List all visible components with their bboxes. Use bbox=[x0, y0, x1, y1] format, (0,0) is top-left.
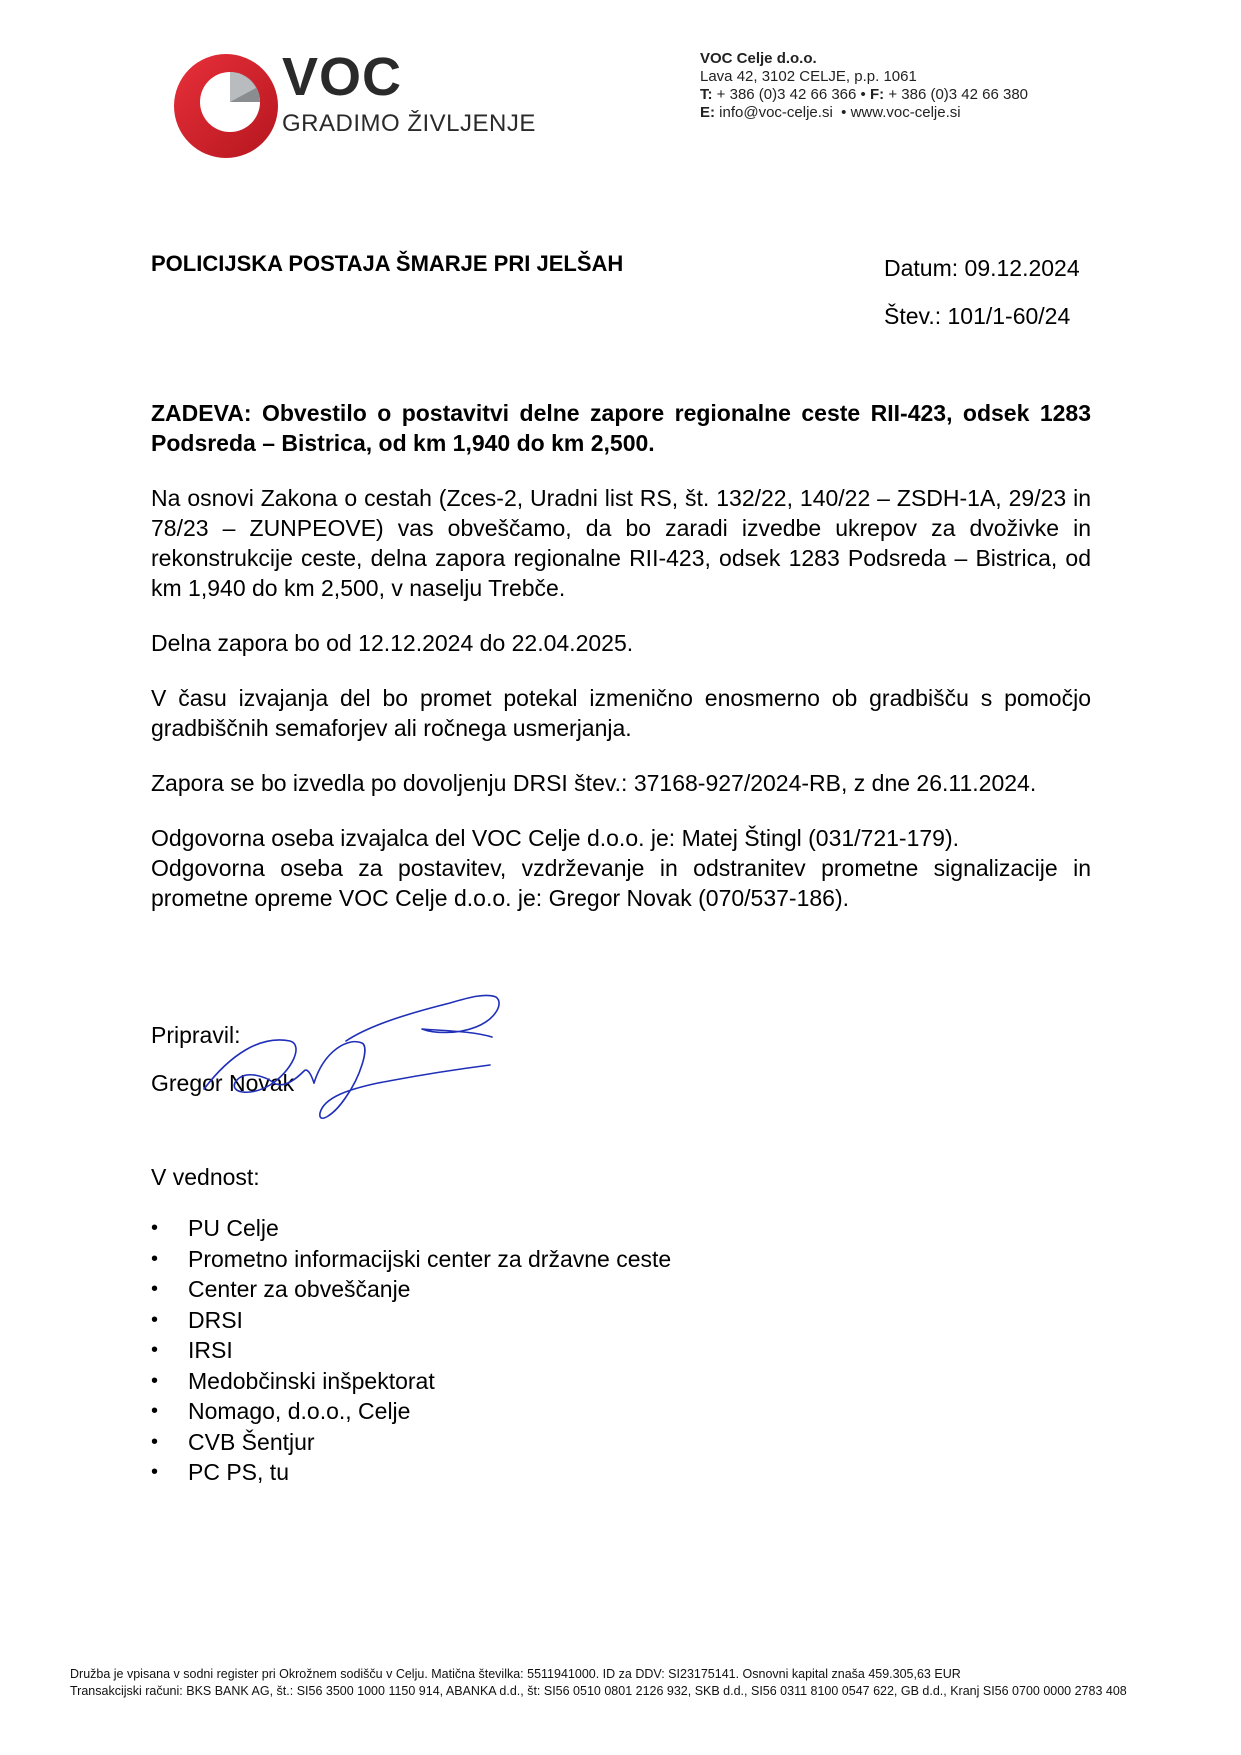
paragraph-legal-basis: Na osnovi Zakona o cestah (Zces-2, Uradni list RS, št. 132/22, 140/22 – ZSDH-1A, 29/23 in 78/23 – ZUNPEOVE) vas obveščamo, da bo zaradi izvedbe ukrepov za dvoživke in rekonstrukcije ceste, delna zapora regionalne RII-423, odsek 1283 Podsreda – Bistrica, od km 1,940 do km 2,500, v naselju Trebče. bbox=[151, 485, 1091, 601]
voc-logo bbox=[170, 50, 282, 162]
subject-line: ZADEVA: Obvestilo o postavitvi delne zapore regionalne ceste RII-423, odsek 1283 Podsreda – Bistrica, od km 1,940 do km 2,500. bbox=[151, 400, 1091, 456]
recipient: POLICIJSKA POSTAJA ŠMARJE PRI JELŠAH bbox=[151, 251, 624, 276]
document-number: Štev.: 101/1-60/24 bbox=[884, 303, 1071, 329]
cc-list bbox=[151, 1213, 671, 1488]
paragraph-closure-period: Delna zapora bo od 12.12.2024 do 22.04.2025. bbox=[151, 630, 634, 656]
brand-name: VOC bbox=[282, 47, 403, 107]
fax-number: + 386 (0)3 42 66 380 bbox=[888, 86, 1029, 103]
email-link[interactable]: info@voc-celje.si bbox=[719, 104, 833, 121]
cc-item: • Medobčinski inšpektorat bbox=[151, 1366, 671, 1397]
paragraph-responsible-signalization: Odgovorna oseba za postavitev, vzdrževanje in odstranitev prometne signalizacije in prometne opreme VOC Celje d.o.o. je: Gregor Novak (070/537-186). bbox=[151, 855, 1091, 911]
handwritten-signature bbox=[200, 985, 510, 1135]
legal-footer bbox=[70, 1666, 1127, 1700]
website-link[interactable]: www.voc-celje.si bbox=[850, 104, 961, 121]
company-web bbox=[700, 104, 1028, 122]
paragraph-permit: Zapora se bo izvedla po dovoljenju DRSI štev.: 37168-927/2024-RB, z dne 26.11.2024. bbox=[151, 770, 1037, 796]
footer-registration: Družba je vpisana v sodni register pri Okrožnem sodišču v Celju. Matična številka: 5511941000. ID za DDV: SI23175141. Osnovni kapital znaša 459.305,63 EUR bbox=[70, 1667, 961, 1681]
cc-item: • IRSI bbox=[151, 1335, 671, 1366]
cc-item: • DRSI bbox=[151, 1305, 671, 1336]
company-contact bbox=[700, 50, 1028, 122]
letter-body bbox=[151, 398, 1091, 913]
cc-item: • Prometno informacijski center za državne ceste bbox=[151, 1244, 671, 1275]
company-name: VOC Celje d.o.o. bbox=[700, 50, 817, 67]
cc-label: V vednost: bbox=[151, 1164, 260, 1190]
cc-item: • CVB Šentjur bbox=[151, 1427, 671, 1458]
document-date: Datum: 09.12.2024 bbox=[884, 255, 1080, 281]
company-phones bbox=[700, 86, 1028, 104]
company-address: Lava 42, 3102 CELJE, p.p. 1061 bbox=[700, 68, 917, 85]
paragraph-responsible-contractor: Odgovorna oseba izvajalca del VOC Celje d.o.o. je: Matej Štingl (031/721-179). bbox=[151, 825, 960, 851]
phone-number: + 386 (0)3 42 66 366 bbox=[716, 86, 857, 103]
paragraph-traffic-regime: V času izvajanja del bo promet potekal izmenično enosmerno ob gradbišču s pomočjo gradbiščnih semaforjev ali ročnega usmerjanja. bbox=[151, 685, 1091, 741]
phone-label: T: bbox=[700, 86, 713, 103]
email-label: E: bbox=[700, 104, 715, 121]
footer-bank-accounts: Transakcijski računi: BKS BANK AG, št.: SI56 3500 1000 1150 914, ABANKA d.d., št: SI56 0510 0801 2126 932, SKB d.d., SI56 0311 8100 0547 622, GB d.d., Kranj SI56 0700 0000 2783 408 bbox=[70, 1684, 1127, 1698]
cc-item: • PC PS, tu bbox=[151, 1457, 671, 1488]
fax-label: F: bbox=[869, 86, 885, 103]
separator-dot: • bbox=[841, 104, 847, 121]
cc-item: • Center za obveščanje bbox=[151, 1274, 671, 1305]
separator-dot: • bbox=[860, 86, 866, 103]
preparer-name: Gregor Novak bbox=[151, 1070, 295, 1096]
cc-item: • PU Celje bbox=[151, 1213, 671, 1244]
cc-item: • Nomago, d.o.o., Celje bbox=[151, 1396, 671, 1427]
prepared-by-label: Pripravil: bbox=[151, 1022, 241, 1048]
brand-tagline: GRADIMO ŽIVLJENJE bbox=[282, 110, 536, 137]
